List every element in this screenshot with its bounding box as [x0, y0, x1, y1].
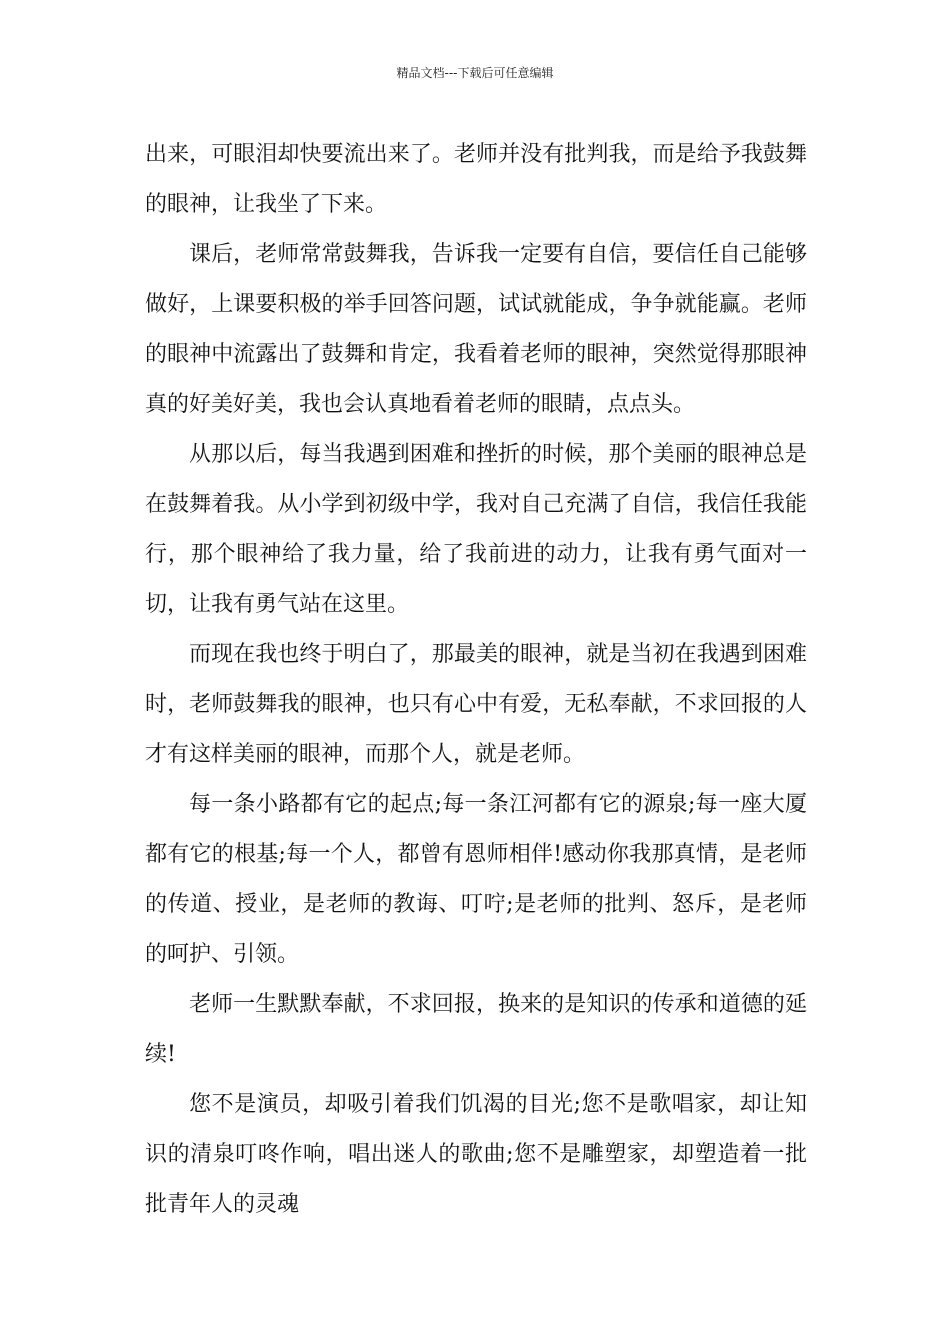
document-body: [145, 130, 807, 1230]
paragraph-6: 老师一生默默奉献，不求回报，换来的是知识的传承和道德的延续!: [145, 992, 807, 1067]
paragraph-3: 从那以后，每当我遇到困难和挫折的时候，那个美丽的眼神总是在鼓舞着我。从小学到初级中学，我对自己充满了自信，我信任我能行，那个眼神给了我力量，给了我前进的动力，让我有勇气面对一切，让我有勇气站在这里。: [145, 442, 807, 617]
paragraph-5: 每一条小路都有它的起点;每一条江河都有它的源泉;每一座大厦都有它的根基;每一个人，都曾有恩师相伴!感动你我那真情，是老师的传道、授业，是老师的教诲、叮咛;是老师的批判、怒斥，是老师的呵护、引领。: [145, 792, 807, 967]
paragraph-1: 出来，可眼泪却快要流出来了。老师并没有批判我，而是给予我鼓舞的眼神，让我坐了下来。: [145, 142, 807, 217]
paragraph-7: 您不是演员，却吸引着我们饥渴的目光;您不是歌唱家，却让知识的清泉叮咚作响，唱出迷人的歌曲;您不是雕塑家，却塑造着一批批青年人的灵魂: [145, 1092, 807, 1217]
page-header: 精品文档---下载后可任意编辑: [396, 66, 554, 80]
paragraph-2: 课后，老师常常鼓舞我，告诉我一定要有自信，要信任自己能够做好，上课要积极的举手回答问题，试试就能成，争争就能赢。老师的眼神中流露出了鼓舞和肯定，我看着老师的眼神，突然觉得那眼神真的好美好美，我也会认真地看着老师的眼睛，点点头。: [145, 242, 807, 417]
paragraph-4: 而现在我也终于明白了，那最美的眼神，就是当初在我遇到困难时，老师鼓舞我的眼神，也只有心中有爱，无私奉献，不求回报的人才有这样美丽的眼神，而那个人，就是老师。: [145, 642, 807, 767]
